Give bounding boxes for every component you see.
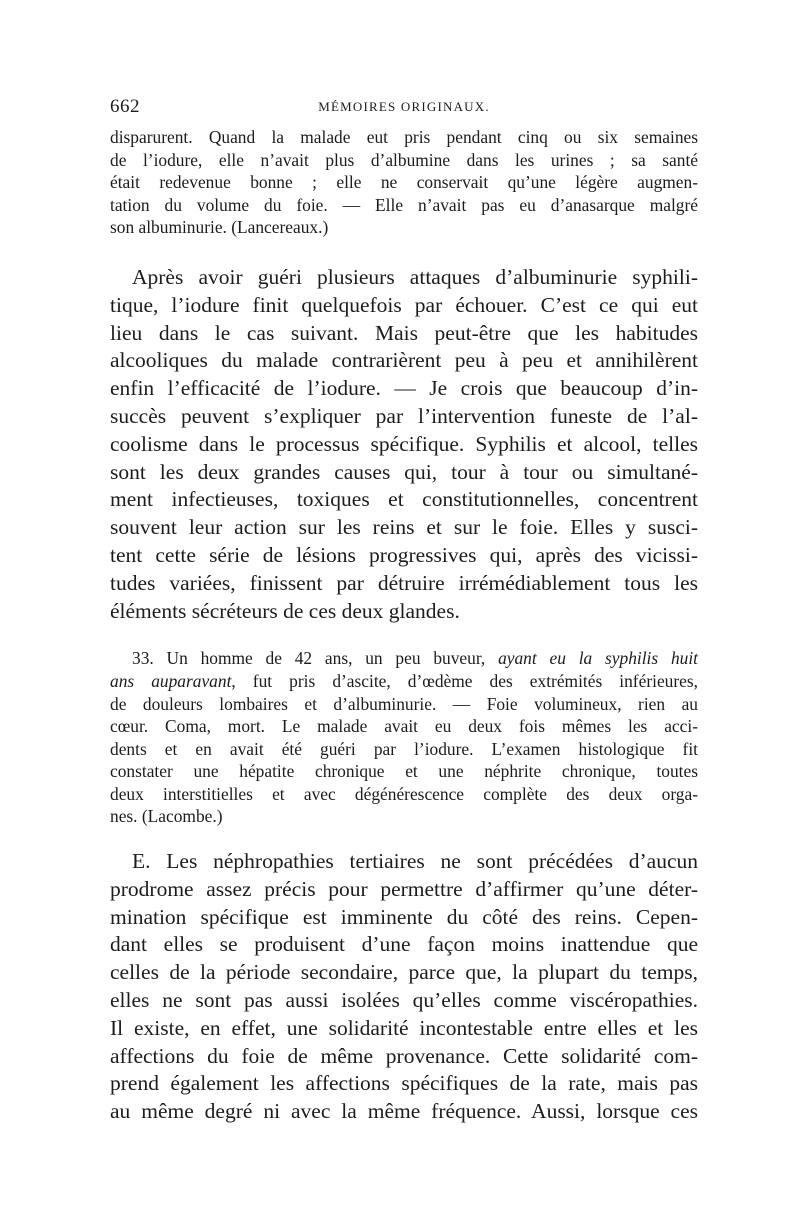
text-line: prodrome assez précis pour permettre d’affirmer qu’une déter- (110, 876, 698, 901)
page-number: 662 (110, 96, 140, 117)
text-line: mination spécifique est imminente du côté des reins. Cepen- (110, 904, 698, 929)
text-line: tudes variées, finissent par détruire irrémédiablement tous les (110, 570, 698, 595)
case-33-italic-history-end: ans auparavant (110, 670, 232, 691)
text-line: éléments sécréteurs de ces deux glandes. (110, 598, 460, 623)
text-line: ment infectieuses, toxiques et constitutionnelles, concentrent (110, 487, 698, 512)
text-line: sont les deux grandes causes qui, tour à tour ou simultané- (110, 459, 698, 484)
text-line: son albuminurie. (Lancereaux.) (110, 217, 329, 238)
text-line: E. Les néphropathies tertiaires ne sont précédées d’aucun (132, 849, 698, 874)
text-line: alcooliques du malade contrarièrent peu à peu et annihilèrent (110, 348, 698, 373)
text-line: succès peuvent s’expliquer par l’intervention funeste de l’al- (110, 403, 698, 428)
text-line: enfin l’efficacité de l’iodure. — Je crois que beaucoup d’in- (110, 376, 698, 401)
text-line: dents et en avait été guéri par l’iodure. L’examen histologique fit (110, 738, 698, 759)
paragraph-iodure-discussion (110, 264, 698, 625)
text-line: constater une hépatite chronique et une néphrite chronique, toutes (110, 761, 698, 782)
book-page (110, 96, 698, 1126)
text-line: tique, l’iodure finit quelquefois par échouer. C’est ce qui eut (110, 292, 698, 317)
text-line: de douleurs lombaires et d’albuminurie. — Foie volumineux, rien au (110, 693, 698, 714)
paragraph-section-e (110, 848, 698, 1126)
case-33-italic-history: ayant eu la syphilis huit (498, 648, 698, 669)
text-line: nes. (Lacombe.) (110, 806, 223, 827)
running-title: MÉMOIRES ORIGINAUX. (318, 99, 490, 114)
text-line: celles de la période secondaire, parce que, la plupart du temps, (110, 960, 698, 985)
text-line: coolisme dans le processus spécifique. Syphilis et alcool, telles (110, 431, 698, 456)
text-line: souvent leur action sur les reins et sur le foie. Elles y susci- (110, 515, 698, 540)
text-line: lieu dans le cas suivant. Mais peut-être que les habitudes (110, 320, 698, 345)
text-line: de l’iodure, elle n’avait plus d’albumine dans les urines ; sa santé (110, 149, 698, 170)
text-line: Après avoir guéri plusieurs attaques d’albuminurie syphili- (132, 264, 698, 289)
paragraph-case-33 (110, 647, 698, 828)
text-line: elles ne sont pas aussi isolées qu’elles comme viscéropathies. (110, 988, 698, 1013)
text-line: tent cette série de lésions progressives qui, après des vicissi- (110, 542, 698, 567)
case-33-intro: 33. Un homme de 42 ans, un peu buveur, (132, 648, 499, 669)
page-header (110, 96, 698, 126)
paragraph-lancereaux-case (110, 126, 698, 239)
case-33-symptoms: , fut pris d’ascite, d’œdème des extrémités inférieures, (231, 670, 698, 691)
text-line (110, 670, 698, 693)
text-line: était redevenue bonne ; elle ne conservait qu’une légère augmen- (110, 172, 698, 193)
text-line: dant elles se produisent d’une façon moins inattendue que (110, 932, 698, 957)
text-line: tation du volume du foie. — Elle n’avait pas eu d’anasarque malgré (110, 194, 698, 215)
text-line (110, 647, 698, 670)
text-line: cœur. Coma, mort. Le malade avait eu deux fois mêmes les acci- (110, 716, 698, 737)
text-line: Il existe, en effet, une solidarité incontestable entre elles et les (110, 1015, 698, 1040)
text-line: affections du foie de même provenance. Cette solidarité com- (110, 1043, 698, 1068)
text-line: au même degré ni avec la même fréquence. Aussi, lorsque ces (110, 1099, 698, 1124)
text-line: deux interstitielles et avec dégénérescence complète des deux orga- (110, 783, 698, 804)
text-line: prend également les affections spécifiques de la rate, mais pas (110, 1071, 698, 1096)
text-line: disparurent. Quand la malade eut pris pendant cinq ou six semaines (110, 127, 698, 147)
